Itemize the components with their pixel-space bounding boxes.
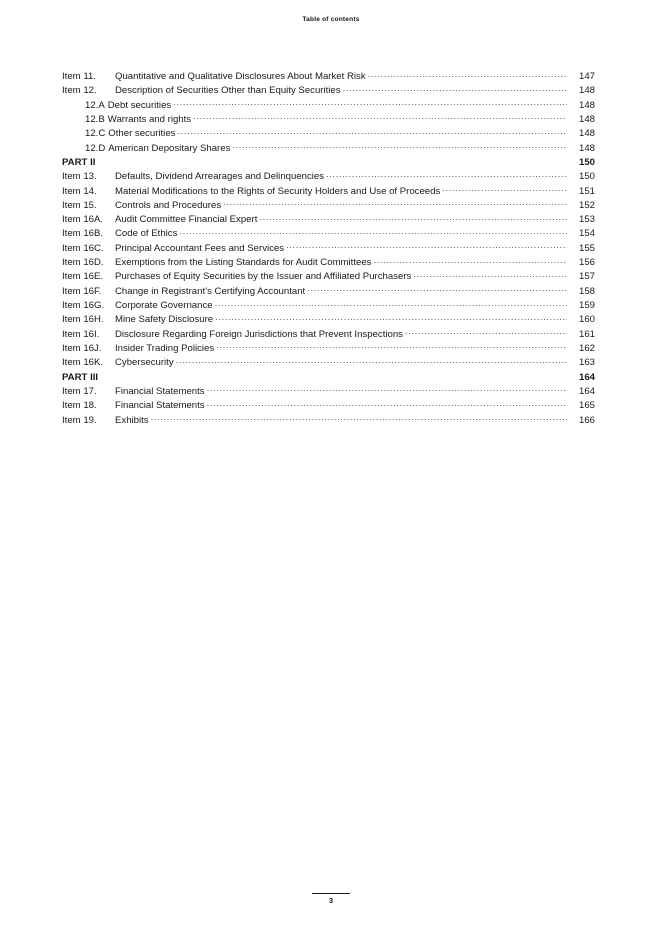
- toc-entry-label: 12.B: [85, 113, 105, 125]
- toc-entry-page-number: 153: [578, 214, 595, 226]
- toc-entry-page-number: 150: [578, 156, 595, 168]
- toc-part-row[interactable]: [62, 156, 595, 170]
- toc-entry-label: Item 17.: [62, 385, 97, 397]
- dot-leader: [405, 328, 567, 337]
- toc-entry-page-number: 148: [578, 99, 595, 111]
- toc-entry-page-number: 164: [578, 371, 595, 383]
- dot-leader: [207, 385, 567, 394]
- toc-entry-page-number: 148: [578, 128, 595, 140]
- toc-entry-page-number: 162: [578, 342, 595, 354]
- toc-entry-label: Item 16J.: [62, 342, 102, 354]
- dot-leader: [232, 142, 567, 151]
- dot-leader: [102, 371, 567, 380]
- dot-leader: [307, 285, 567, 294]
- toc-entry-row[interactable]: [62, 113, 595, 127]
- toc-entry-row[interactable]: [62, 99, 595, 113]
- toc-entry-row[interactable]: [62, 170, 595, 184]
- toc-entry-row[interactable]: [62, 356, 595, 370]
- toc-entry-label: Item 16H.: [62, 314, 104, 326]
- toc-entry-label: Item 16F.: [62, 285, 102, 297]
- toc-entry-title: Material Modifications to the Rights of Security Holders and Use of Proceeds: [115, 185, 441, 197]
- dot-leader: [177, 127, 567, 136]
- toc-entry-page-number: 158: [578, 285, 595, 297]
- dot-leader: [343, 84, 567, 93]
- toc-entry-label: 12.C: [85, 128, 106, 140]
- toc-entry-row[interactable]: [62, 399, 595, 413]
- toc-entry-row[interactable]: [62, 342, 595, 356]
- dot-leader: [207, 399, 567, 408]
- toc-entry-page-number: 164: [578, 385, 595, 397]
- dot-leader: [99, 156, 567, 165]
- toc-entry-label: Item 16I.: [62, 328, 100, 340]
- toc-entry-label: Item 15.: [62, 199, 97, 211]
- toc-entry-label: Item 16A.: [62, 214, 104, 226]
- toc-entry-title: Quantitative and Qualitative Disclosures About Market Risk: [115, 71, 366, 82]
- toc-entry-page-number: 163: [578, 357, 595, 369]
- toc-entry-page-number: 156: [578, 257, 595, 269]
- toc-entry-page-number: 165: [578, 400, 595, 412]
- toc-entry-label: Item 19.: [62, 414, 97, 426]
- toc-entry-row[interactable]: [62, 299, 595, 313]
- toc-entry-row[interactable]: [62, 213, 595, 227]
- footer-divider: [312, 893, 350, 894]
- toc-entry-label: PART II: [62, 156, 96, 168]
- toc-entry-title: Disclosure Regarding Foreign Jurisdictions that Prevent Inspections: [115, 328, 403, 340]
- table-of-contents: [62, 70, 595, 428]
- toc-entry-page-number: 155: [578, 242, 595, 254]
- dot-leader: [176, 356, 567, 365]
- dot-leader: [368, 70, 567, 79]
- dot-leader: [286, 242, 567, 251]
- toc-entry-row[interactable]: [62, 256, 595, 270]
- toc-entry-title: Controls and Procedures: [115, 199, 222, 211]
- toc-entry-title: Other securities: [108, 128, 176, 140]
- toc-entry-title: Exhibits: [115, 414, 149, 426]
- toc-entry-label: 12.D: [85, 142, 106, 154]
- dot-leader: [373, 256, 567, 265]
- toc-part-row[interactable]: [62, 371, 595, 385]
- dot-leader: [223, 199, 567, 208]
- toc-entry-title: Description of Securities Other than Equity Securities: [115, 85, 341, 97]
- toc-entry-row[interactable]: [62, 199, 595, 213]
- toc-entry-page-number: 148: [578, 142, 595, 154]
- dot-leader: [173, 99, 567, 108]
- toc-entry-row[interactable]: [62, 414, 595, 428]
- toc-entry-label: Item 16C.: [62, 242, 104, 254]
- toc-entry-row[interactable]: [62, 84, 595, 98]
- toc-entry-page-number: 151: [578, 185, 595, 197]
- toc-entry-page-number: 148: [578, 113, 595, 125]
- dot-leader: [215, 313, 567, 322]
- toc-entry-label: Item 16G.: [62, 300, 105, 311]
- page-footer: [0, 893, 662, 905]
- toc-entry-row[interactable]: [62, 127, 595, 141]
- toc-entry-row[interactable]: [62, 142, 595, 156]
- dot-leader: [413, 270, 567, 279]
- toc-entry-page-number: 157: [578, 271, 595, 283]
- toc-entry-title: Financial Statements: [115, 400, 205, 412]
- toc-entry-title: Exemptions from the Listing Standards for Audit Committees: [115, 257, 372, 269]
- toc-entry-page-number: 159: [578, 300, 595, 311]
- toc-entry-title: Defaults, Dividend Arrearages and Delinquencies: [115, 171, 325, 183]
- toc-entry-label: Item 16D.: [62, 257, 104, 269]
- toc-entry-title: Principal Accountant Fees and Services: [115, 242, 285, 254]
- toc-entry-title: Change in Registrant’s Certifying Accountant: [115, 285, 306, 297]
- footer-page-number: 3: [328, 896, 334, 905]
- dot-leader: [193, 113, 567, 122]
- toc-entry-title: Mine Safety Disclosure: [115, 314, 214, 326]
- toc-entry-title: Audit Committee Financial Expert: [115, 214, 258, 226]
- toc-entry-row[interactable]: [62, 270, 595, 284]
- toc-entry-label: PART III: [62, 371, 99, 383]
- dot-leader: [442, 185, 567, 194]
- dot-leader: [216, 342, 567, 351]
- toc-entry-page-number: 147: [578, 71, 595, 82]
- toc-entry-row[interactable]: [62, 385, 595, 399]
- dot-leader: [179, 227, 567, 236]
- toc-entry-label: Item 13.: [62, 171, 97, 183]
- toc-entry-title: Cybersecurity: [115, 357, 174, 369]
- toc-entry-page-number: 166: [578, 414, 595, 426]
- toc-entry-row[interactable]: [62, 185, 595, 199]
- toc-entry-page-number: 161: [578, 328, 595, 340]
- toc-entry-row[interactable]: [62, 227, 595, 241]
- toc-entry-title: Corporate Governance: [115, 300, 213, 311]
- toc-entry-label: Item 16B.: [62, 228, 104, 240]
- toc-entry-page-number: 150: [578, 171, 595, 183]
- dot-leader: [215, 299, 567, 308]
- toc-entry-page-number: 148: [578, 85, 595, 97]
- toc-entry-title: Financial Statements: [115, 385, 205, 397]
- toc-entry-title: Code of Ethics: [115, 228, 178, 240]
- toc-entry-row[interactable]: [62, 285, 595, 299]
- toc-entry-page-number: 154: [578, 228, 595, 240]
- dot-leader: [326, 170, 567, 179]
- toc-entry-label: Item 16E.: [62, 271, 104, 283]
- toc-entry-row[interactable]: [62, 328, 595, 342]
- toc-entry-row[interactable]: [62, 242, 595, 256]
- dot-leader: [151, 414, 567, 423]
- toc-entry-row[interactable]: [62, 70, 595, 84]
- toc-entry-label: Item 14.: [62, 185, 97, 197]
- toc-entry-title: American Depositary Shares: [108, 142, 231, 154]
- toc-entry-title: Warrants and rights: [107, 113, 192, 125]
- toc-entry-label: Item 12.: [62, 85, 97, 97]
- toc-entry-label: Item 18.: [62, 400, 97, 412]
- toc-entry-title: Purchases of Equity Securities by the Issuer and Affiliated Purchasers: [115, 271, 412, 283]
- toc-entry-row[interactable]: [62, 313, 595, 327]
- toc-entry-title: Debt securities: [107, 99, 172, 111]
- dot-leader: [259, 213, 567, 222]
- running-header: Table of contents: [302, 16, 360, 23]
- toc-entry-page-number: 152: [578, 199, 595, 211]
- toc-entry-page-number: 160: [578, 314, 595, 326]
- toc-entry-label: Item 11.: [62, 71, 96, 82]
- toc-entry-label: 12.A: [85, 99, 105, 111]
- toc-entry-title: Insider Trading Policies: [115, 342, 215, 354]
- toc-entry-label: Item 16K.: [62, 357, 104, 369]
